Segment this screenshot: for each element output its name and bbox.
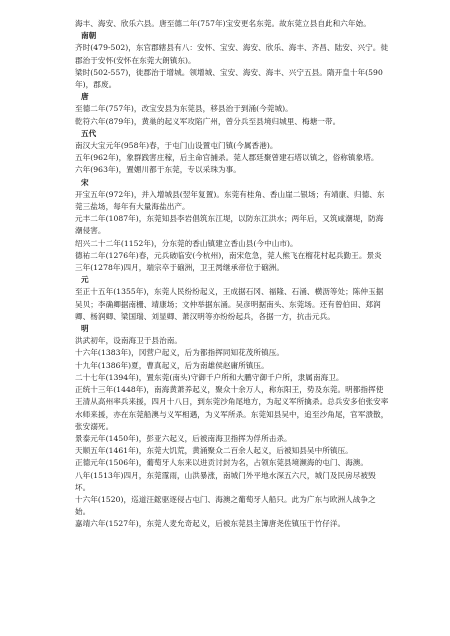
section-heading: 五代	[81, 128, 97, 138]
paragraph: 齐时(479-502)，东官郡辖县有八：安怀、宝安、海安、欣乐、海丰、齐昌、陆安、兴宁。徙郡治于安怀(安怀在东莞大朗镇东)。	[75, 43, 389, 65]
paragraph: 绍兴二十二年(1152年)，分东莞的香山镇建立香山县(今中山市)。	[75, 238, 298, 248]
paragraph: 正德元年(1506年)，葡萄牙人东来以进贡讨封为名，占领东莞县境濒海的屯门、海澳。	[75, 458, 369, 468]
paragraph: 八年(1513年)四月，东莞霪雨，山洪暴涨，南城门外平地水深五六尺，城门及民房尽被毁坏。	[75, 470, 376, 492]
section-heading: 明	[81, 324, 89, 334]
paragraph: 德祐二年(1276年)春，元兵破临安(今杭州)，南宋危急，莞人熊飞在榴花村起兵勤王。景炎三年(1278年)四月，端宗卒于硇洲，卫王昺继承帝位于硇洲。	[75, 250, 382, 273]
paragraph: 乾符六年(879年)，黄巢的起义军攻陷广州，曾分兵至县境归城里、梅塘一带。	[75, 116, 341, 126]
section-heading: 宋	[81, 177, 89, 187]
paragraph: 开宝五年(972年)，并入增城县(翌年复置)。东莞有桂角、香山崖二银场；有靖康、归德、东莞三盐场，每年有大量海盐出产。	[75, 189, 385, 212]
paragraph: 至正十五年(1355年)，东莞人民纷纷起义，王成据石冈、福隆、石涌、横沥等处；陈仲玉据吴贝；李确卿据南栅、靖康场；文仲举据东涌。吴彦明据南头、东莞场。还有曾伯田、郑润卿、杨润卿、梁国瑞、刘显卿、萧汉明等亦纷纷起兵，各据一方，抗击元兵。	[75, 287, 384, 321]
paragraph: 六年(963年)，置媚川都于东莞，专以采珠为事。	[75, 165, 241, 175]
paragraph: 十九年(1386年)夏，曹真起义，后为南雄侯赵庸所镇压。	[75, 360, 269, 370]
section-heading: 唐	[81, 92, 89, 102]
section-heading: 元	[81, 275, 89, 285]
paragraph: 正统十三年(1448年)，南海黄萧养起义，聚众十余万人，称东阳王，势及东莞。明都指挥使王清从高州率兵来援，四月十八日，到东莞沙角尾地方，为起义军所擒杀。总兵安多伯张安率水师来援，亦在东莞船澳与义军相遇，为义军所杀。东莞知县吴中，追至沙角尾，官军溃散，张安溺死。	[75, 385, 389, 431]
paragraph: 天顺五年(1461年)，东莞大饥荒，黄涌聚众二百余人起义，后被知县吴中所镇压。	[75, 446, 353, 456]
paragraph: 元丰二年(1087年)，东莞知县李岩倡筑东江堤，以防东江洪水；两年后，又筑咸潮堤，防海潮侵害。	[75, 214, 384, 236]
paragraph: 至德二年(757年)，改宝安县为东莞县，移县治于到涌(今莞城)。	[75, 104, 293, 114]
paragraph: 洪武初年，设南海卫于县治南。	[75, 336, 183, 346]
paragraph: 海丰、海安、欣乐六县。唐至德二年(757年)宝安更名东莞。故东莞立县自此和六年始。	[75, 19, 371, 28]
section-heading: 南朝	[81, 31, 97, 41]
paragraph: 景泰元年(1450年)，彭亚六起义，后被南海卫指挥为俘所击杀。	[75, 433, 292, 443]
paragraph: 嘉靖六年(1527年)，东莞人麦允奇起义，后被东莞县主簿唐尧佐镇压于竹仔洋。	[75, 519, 346, 529]
paragraph: 五年(962年)，象群践害庄稼，后主命官捕杀。莞人郡廷聚曾建石塔以镇之，俗称镇象塔。	[75, 153, 379, 163]
paragraph: 十六年(1520)，巡道汪鋐驱逐侵占屯门、海澳之葡萄牙人船只。此为广东与欧洲人战争之始。	[75, 494, 376, 517]
document-page	[75, 18, 389, 531]
paragraph: 南汉大宝元年(958年)春，于屯门山设置屯门镇(今属香港)。	[75, 141, 278, 151]
paragraph: 二十七年(1394年)，置东莞(南头)守御千户所和大鹏守御千户所，隶属南海卫。	[75, 372, 344, 382]
paragraph: 十六年(1383年)，冈营户起义，后为都指挥同知花茂所镇压。	[75, 348, 284, 358]
paragraph: 梁时(502-557)，徙郡治于增城。领增城、宝安、海安、海丰、兴宁五县。隋开皇十年(590年)，郡废。	[75, 67, 383, 90]
